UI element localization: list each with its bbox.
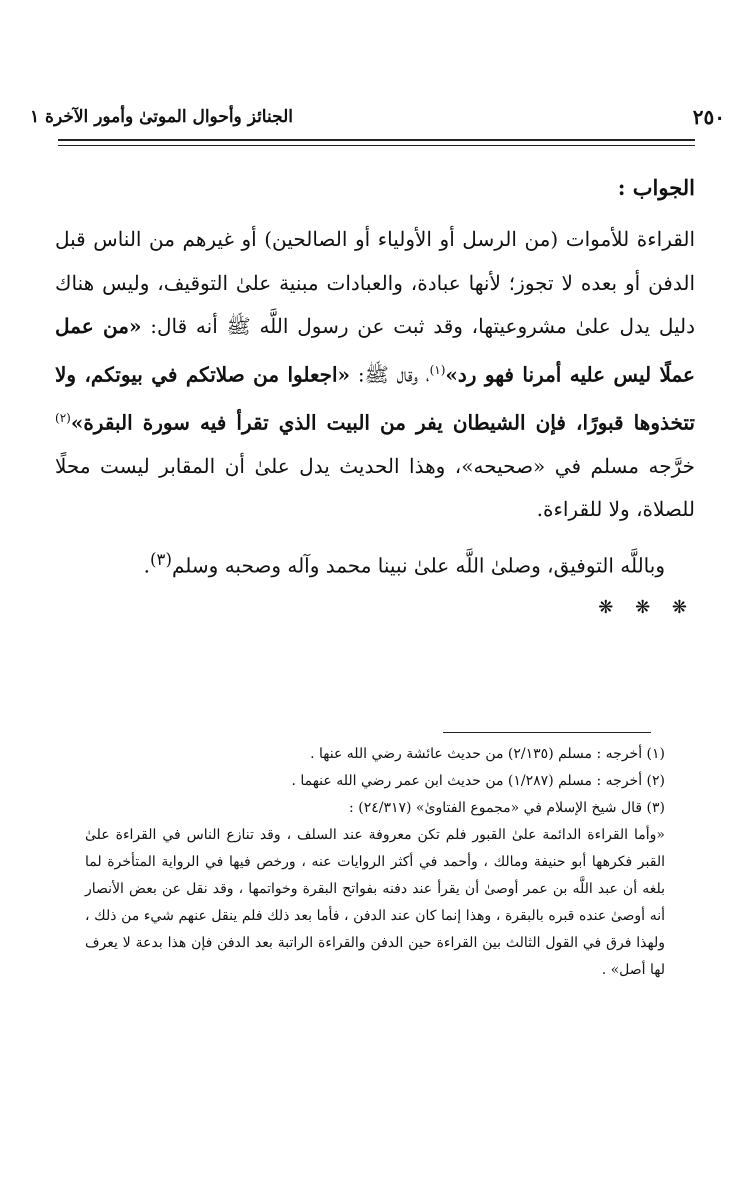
paragraph-text-3: خرَّجه مسلم في «صحيحه»، وهذا الحديث يدل علىٰ أن المقابر ليست محلًا للصلاة، ولا للقراءة.: [55, 453, 695, 522]
footnote-ref-3: (٣): [150, 549, 172, 569]
footnote-ref-2: (٢): [55, 410, 71, 425]
page-number: ٢٥٠: [692, 105, 725, 129]
footnote-3-quote: «وأما القراءة الدائمة علىٰ القبور فلم تكن معروفة عند السلف ، وقد تنازع الناس في القراءة علىٰ القبر فكرهها أبو حنيفة ومالك ، وأحمد في أكثر الروايات عنه ، ورخص فيها في الرواية المتأخرة لما بلغه أن عبد اللَّه بن عمر أوصىٰ أن يقرأ عند دفنه بفواتح البقرة وخواتمها ، وقد نقل عن بعض الأنصار أنه أوصىٰ عنده قبره بالبقرة ، وهذا إنما كان عند الدفن ، فأما بعد ذلك فلم ينقل عنهم شيء من ذلك ، ولهذا فرق في القول الثالث بين القراءة حين الدفن والقراءة الراتبة بعد الدفن فإن هذا بدعة لا يعرف لها أصل» .: [85, 827, 665, 978]
footnote-rule: [443, 732, 651, 733]
header-rule-thin: [58, 145, 695, 146]
header-rule-thick: [58, 139, 695, 141]
footnote-3: (٣) قال شيخ الإسلام في «مجموع الفتاوىٰ» (٢٤/٣١٧) :: [349, 800, 665, 816]
closing-text: وباللَّه التوفيق، وصلىٰ اللَّه علىٰ نبينا محمد وآله وصحبه وسلم: [171, 553, 665, 578]
answer-paragraph: [55, 218, 695, 532]
running-title: الجنائز وأحوال الموتىٰ وأمور الآخرة ١: [30, 107, 293, 127]
footnote-ref-1: (١): [429, 362, 446, 377]
footnotes: [85, 741, 665, 984]
answer-heading: الجواب :: [617, 175, 695, 200]
footnote-2: (٢) أخرجه : مسلم (١/٢٨٧) من حديث ابن عمر رضي الله عنهما .: [291, 773, 665, 789]
hadith-quote-2: «اجعلوا من صلاتكم في بيوتكم، ولا تتخذوها قبورًا، فإن الشيطان يفر من البيت الذي تقرأ فيه سورة البقرة»: [55, 362, 695, 435]
closing-period: .: [143, 553, 151, 578]
footnote-1: (١) أخرجه : مسلم (٢/١٣٥) من حديث عائشة رضي الله عنها .: [310, 746, 665, 762]
closing-line: [55, 538, 695, 588]
page-header: [30, 100, 725, 134]
section-divider-stars: ❋ ❋ ❋: [598, 597, 695, 619]
paragraph-text-2: ، وقال ﷺ:: [357, 362, 430, 387]
main-text: [55, 170, 695, 618]
hadith-quote-1: «من عمل عملًا ليس عليه أمرنا فهو رد»: [55, 314, 695, 387]
paragraph-text-1: القراءة للأموات (من الرسل أو الأولياء أو الصالحين) أو غيرهم من الناس قبل الدفن أو بعده لا تجوز؛ لأنها عبادة، والعبادات مبنية علىٰ التوقيف، وليس هناك دليل يدل علىٰ مشروعيتها، وقد ثبت عن رسول اللَّه ﷺ أنه قال:: [55, 227, 696, 338]
